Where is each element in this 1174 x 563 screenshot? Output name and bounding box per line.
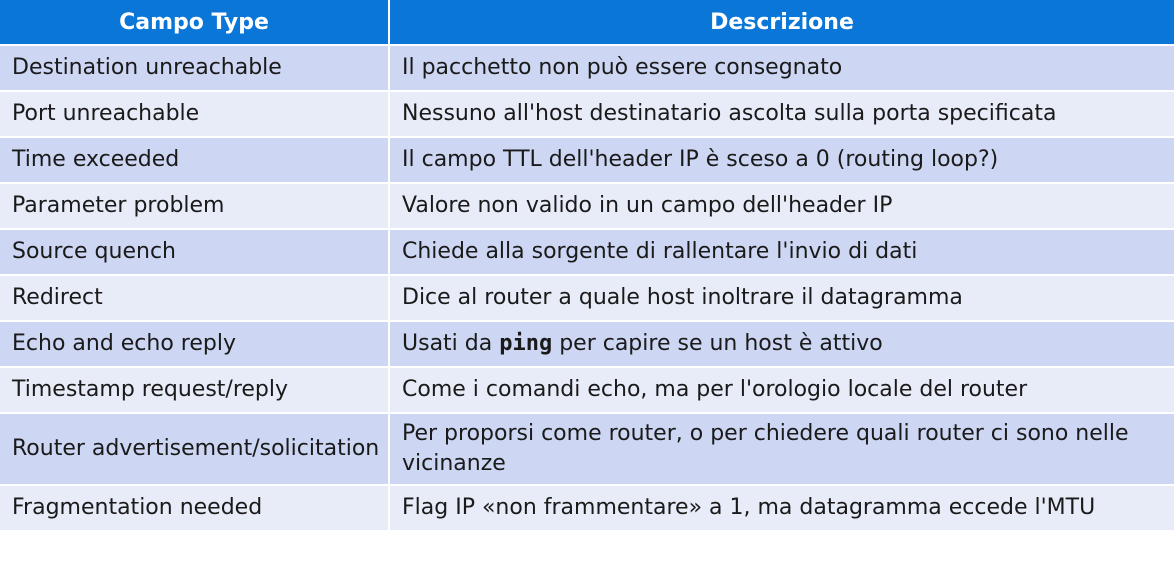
description-cell: Flag IP «non frammentare» a 1, ma datagramma eccede l'MTU — [389, 485, 1174, 531]
table-row — [0, 275, 1174, 321]
description-cell: Come i comandi echo, ma per l'orologio locale del router — [389, 367, 1174, 413]
description-cell: Nessuno all'host destinatario ascolta sulla porta specificata — [389, 91, 1174, 137]
description-cell: Il campo TTL dell'header IP è sceso a 0 (routing loop?) — [389, 137, 1174, 183]
description-text: per capire se un host è attivo — [552, 331, 883, 356]
table-row — [0, 367, 1174, 413]
type-cell: Port unreachable — [0, 91, 389, 137]
type-cell: Parameter problem — [0, 183, 389, 229]
column-header-campo-type: Campo Type — [0, 0, 389, 45]
type-cell: Fragmentation needed — [0, 485, 389, 531]
description-cell: Per proporsi come router, o per chiedere quali router ci sono nelle vicinanze — [389, 413, 1174, 485]
type-cell: Source quench — [0, 229, 389, 275]
description-cell: Chiede alla sorgente di rallentare l'invio di dati — [389, 229, 1174, 275]
table-row — [0, 91, 1174, 137]
table-row — [0, 321, 1174, 367]
table-row — [0, 183, 1174, 229]
table-row — [0, 413, 1174, 485]
type-cell: Redirect — [0, 275, 389, 321]
table-row — [0, 45, 1174, 91]
description-cell: Dice al router a quale host inoltrare il datagramma — [389, 275, 1174, 321]
type-cell: Destination unreachable — [0, 45, 389, 91]
type-cell: Echo and echo reply — [0, 321, 389, 367]
description-cell: Valore non valido in un campo dell'header IP — [389, 183, 1174, 229]
description-cell — [389, 321, 1174, 367]
table-header-row — [0, 0, 1174, 45]
table-row — [0, 137, 1174, 183]
type-cell: Timestamp request/reply — [0, 367, 389, 413]
type-cell: Time exceeded — [0, 137, 389, 183]
table-row — [0, 229, 1174, 275]
column-header-descrizione: Descrizione — [389, 0, 1174, 45]
description-cell: Il pacchetto non può essere consegnato — [389, 45, 1174, 91]
description-text: Usati da — [402, 331, 500, 356]
table-row — [0, 485, 1174, 531]
ping-command: ping — [499, 331, 553, 356]
type-cell: Router advertisement/solicitation — [0, 413, 389, 485]
